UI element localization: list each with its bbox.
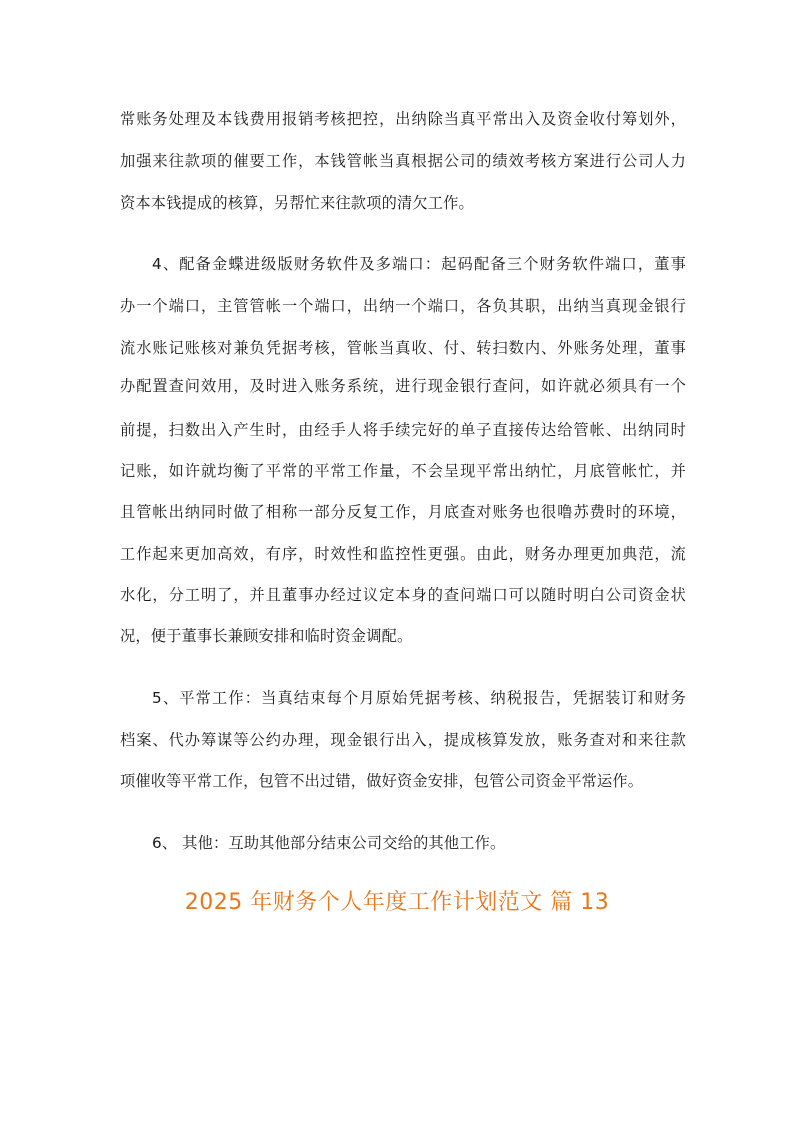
paragraph-line: 水化，分工明了，并且董事办经过议定本身的查问端口可以随时明白公司资金状 (120, 586, 686, 604)
paragraph-line: 档案、代办筹谋等公约办理，现金银行出入，提成核算发放，账务查对和来往款 (120, 731, 686, 749)
paragraph-line: 且管帐出纳同时做了相称一部分反复工作，月底查对账务也很噜苏费时的环境， (120, 503, 686, 521)
section-heading: 2025 年财务个人年度工作计划范文 篇 13 (184, 890, 610, 915)
paragraph-line: 常账务处理及本钱费用报销考核把控，出纳除当真平常出入及资金收付筹划外， (120, 110, 686, 128)
paragraph-line: 办配置查问效用，及时进入账务系统，进行现金银行查问，如许就必须具有一个 (120, 377, 686, 395)
paragraph-line: 流水账记账核对兼负凭据考核，管帐当真收、付、转扫数内、外账务处理，董事 (120, 339, 686, 357)
paragraph-line: 记账，如许就均衡了平常的平常工作量，不会呈现平常出纳忙，月底管帐忙，并 (120, 462, 686, 480)
paragraph-line: 项催收等平常工作，包管不出过错，做好资金安排，包管公司资金平常运作。 (120, 772, 644, 790)
paragraph-line: 况，便于董事长兼顾安排和临时资金调配。 (120, 627, 413, 645)
paragraph-line: 加强来往款项的催要工作，本钱管帐当真根据公司的绩效考核方案进行公司人力 (120, 152, 686, 170)
paragraph-line: 办一个端口，主管管帐一个端口，出纳一个端口，各负其职，出纳当真现金银行 (120, 297, 686, 315)
paragraph-line: 前提，扫数出入产生时，由经手人将手续完好的单子直接传达给管帐、出纳同时 (120, 421, 686, 439)
paragraph-line: 4、配备金蝶进级版财务软件及多端口：起码配备三个财务软件端口，董事 (152, 255, 686, 273)
paragraph-line: 资本本钱提成的核算，另帮忙来往款项的清欠工作。 (120, 194, 474, 212)
paragraph-line: 6、 其他：互助其他部分结束公司交给的其他工作。 (152, 834, 506, 852)
paragraph-line: 工作起来更加高效，有序，时效性和监控性更强。由此，财务办理更加典范，流 (120, 545, 686, 563)
paragraph-line: 5、平常工作：当真结束每个月原始凭据考核、纳税报告，凭据装订和财务 (152, 689, 686, 707)
